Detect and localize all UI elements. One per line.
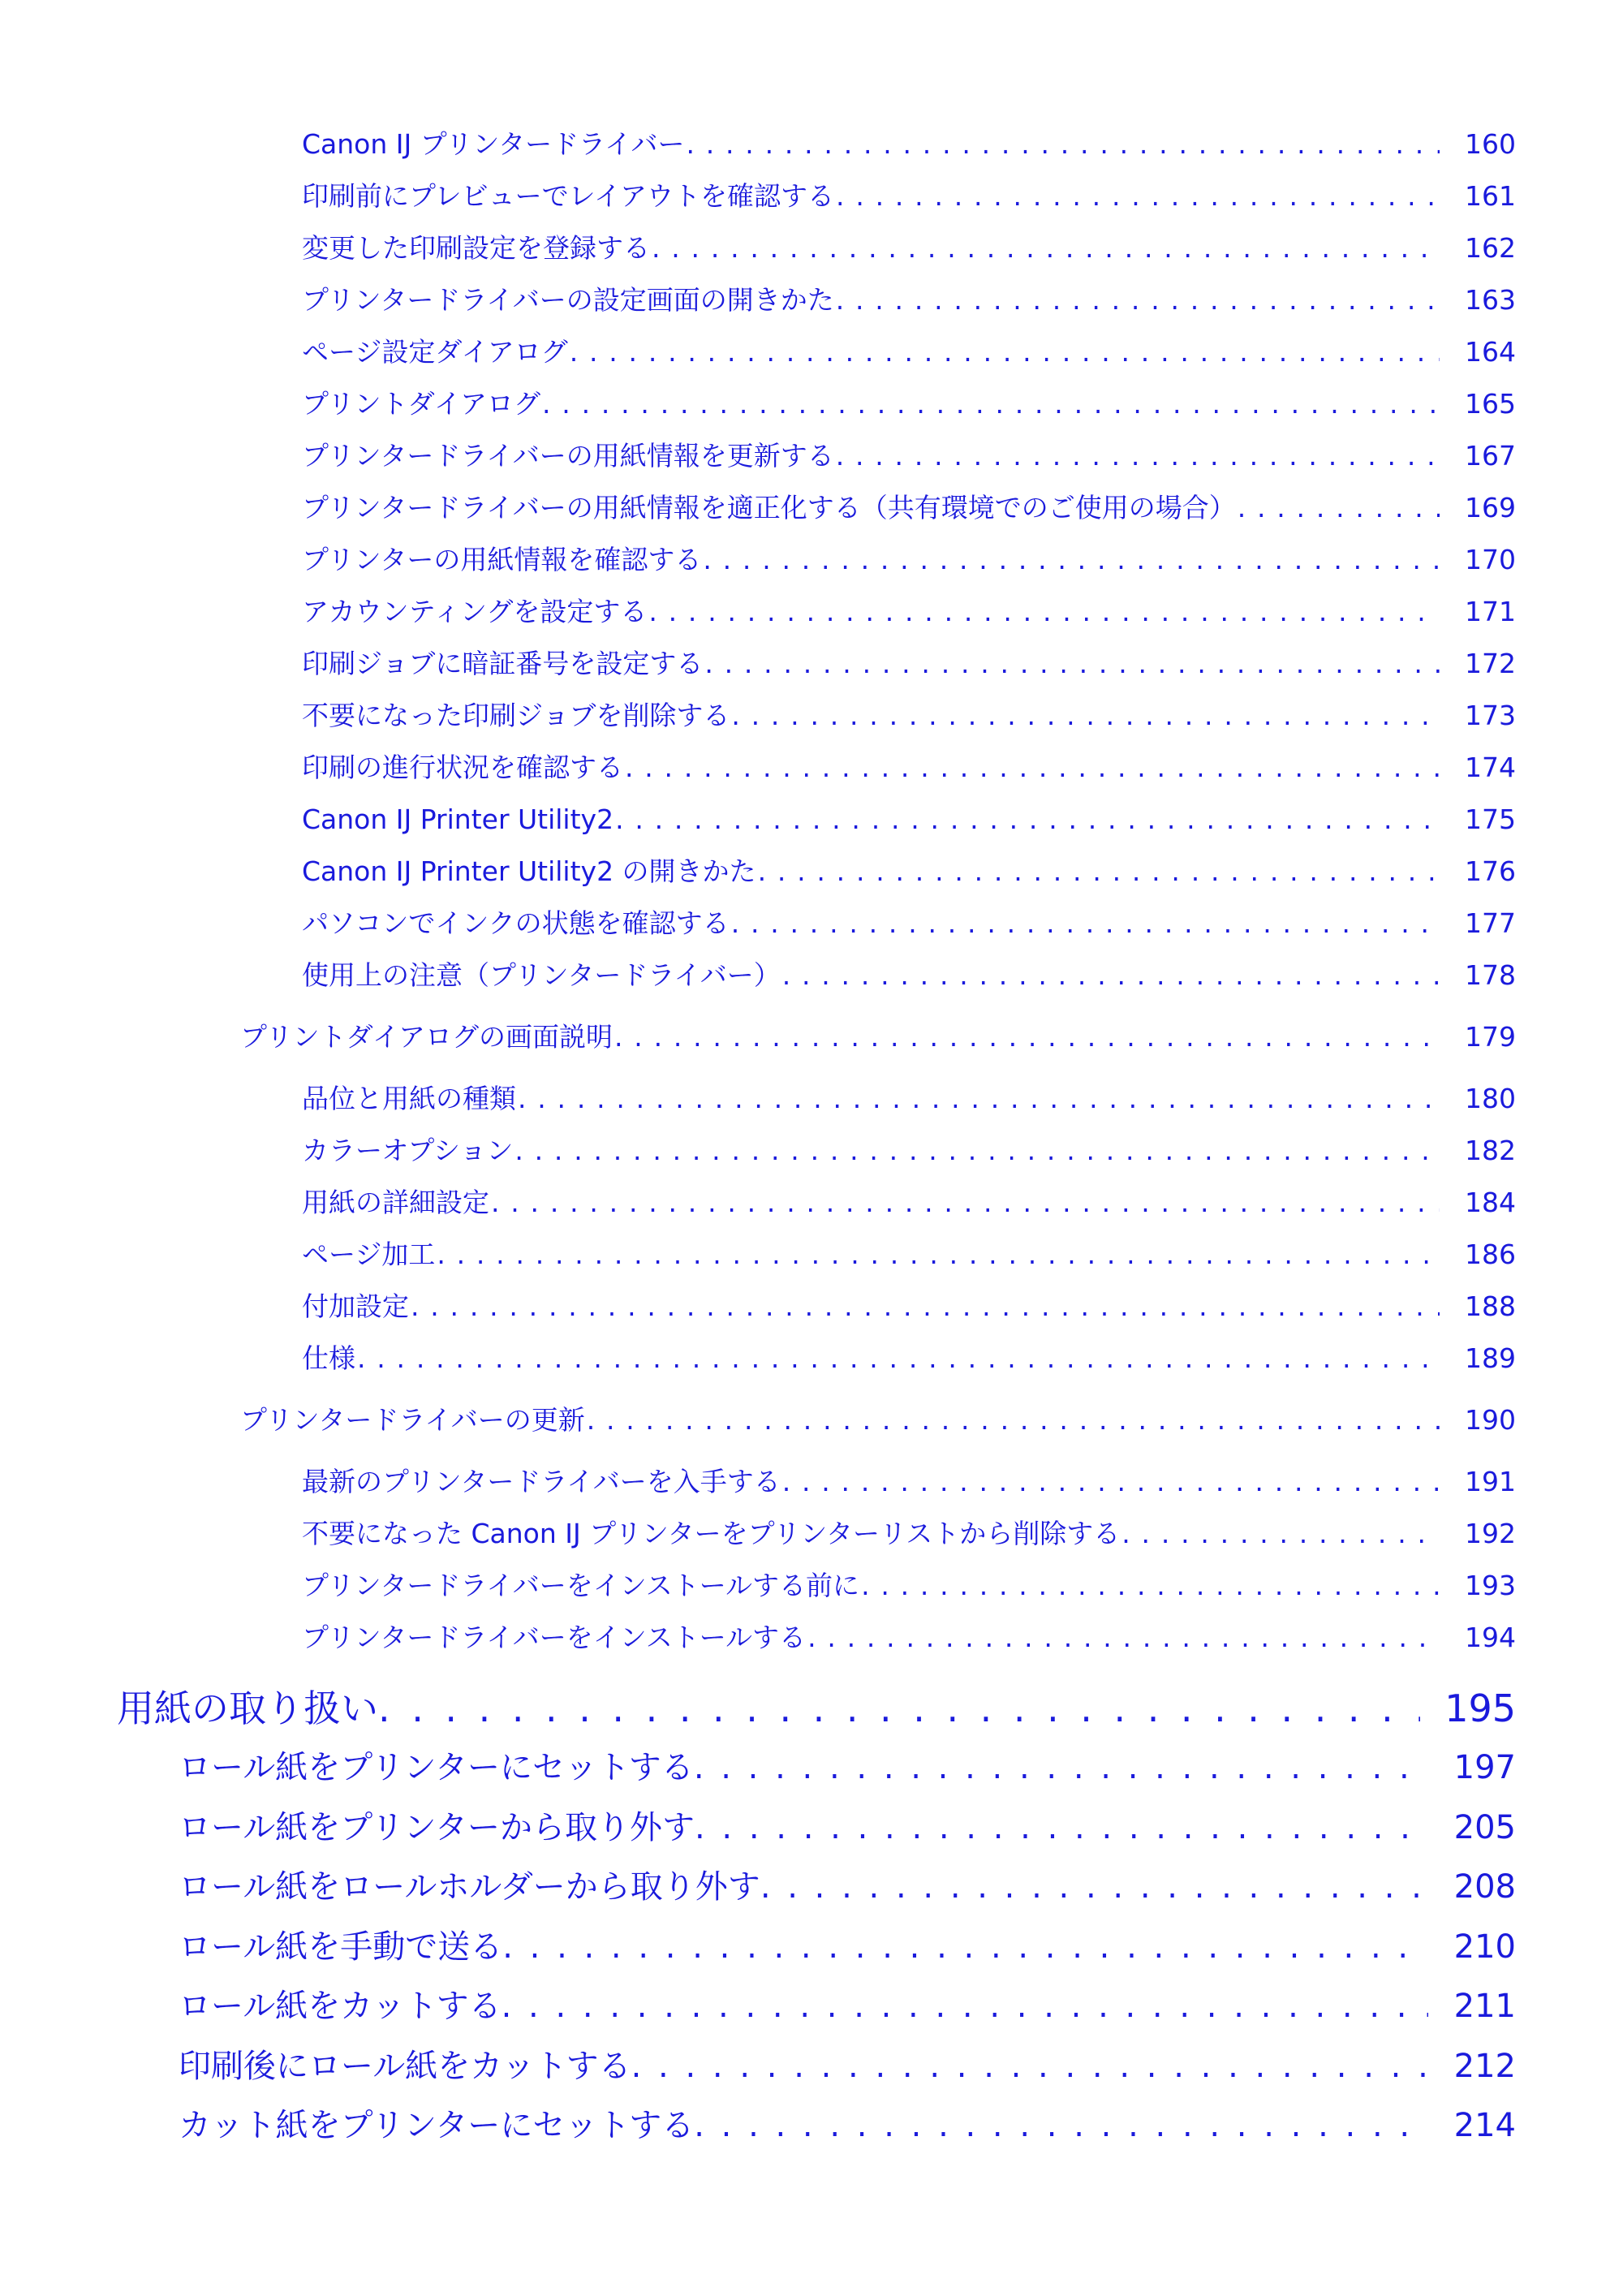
toc-entry-label: Canon IJ プリンタードライバー [302,128,685,160]
toc-entry[interactable] [302,1177,1516,1229]
toc-page-number: 165 [1465,388,1516,420]
dot-leader [758,846,1440,898]
toc-entry-label: プリントダイアログの画面説明 [240,1021,613,1053]
toc-entry[interactable] [302,378,1516,430]
dot-leader [836,170,1440,222]
toc-page-number: 190 [1465,1404,1516,1436]
toc-entry-label: 印刷ジョブに暗証番号を設定する [302,648,704,679]
dot-leader [836,430,1440,482]
toc-entry-label: ロール紙をプリンターから取り外す [179,1808,695,1846]
toc-entry[interactable] [302,846,1516,898]
toc-entry-label: プリンタードライバーをインストールする [302,1622,807,1653]
toc-page-number: 197 [1453,1749,1516,1786]
toc-entry-label: ページ加工 [302,1238,436,1270]
toc-page-number: 169 [1465,492,1516,523]
toc-entry-label: 使用上の注意（プリンタードライバー） [302,959,781,991]
dot-leader [695,1798,1428,1859]
dot-leader [648,586,1440,638]
toc-entry[interactable] [179,1798,1516,1859]
dot-leader [614,1011,1440,1063]
toc-page-number: 171 [1465,596,1516,627]
dot-leader [357,1333,1440,1385]
dot-leader [1121,1508,1440,1560]
toc-page-number: 172 [1465,648,1516,679]
toc-entry[interactable] [302,742,1516,794]
toc-entry-label: 不要になった Canon IJ プリンターをプリンターリストから削除する [302,1518,1121,1549]
toc-entry-label: Canon IJ Printer Utility2 [302,803,614,835]
dot-leader [731,898,1440,950]
dot-leader [502,1977,1428,2037]
toc-page-number: 182 [1465,1135,1516,1166]
toc-page-number: 173 [1465,700,1516,731]
toc-entry-label: プリンタードライバーの更新 [240,1404,585,1436]
toc-entry-label: 品位と用紙の種類 [302,1083,516,1114]
toc-entry[interactable] [302,534,1516,586]
toc-entry[interactable] [302,898,1516,950]
toc-entry-label: プリントダイアログ [302,388,541,420]
toc-entry-label: プリンタードライバーの用紙情報を適正化する（共有環境でのご使用の場合） [302,492,1236,523]
toc-entry[interactable] [302,222,1516,274]
dot-leader [542,378,1440,430]
dot-leader [703,534,1440,586]
toc-page-number: 211 [1453,1988,1516,2025]
toc-page-number: 191 [1465,1466,1516,1497]
dot-leader [782,1456,1440,1508]
toc-page-number: 167 [1465,440,1516,472]
toc-entry-label: カラーオプション [302,1135,514,1166]
toc-entry[interactable] [302,1560,1516,1612]
toc-page-number: 212 [1453,2047,1516,2085]
dot-leader [587,1394,1440,1446]
dot-leader [411,1281,1440,1333]
toc-entry-label: プリンタードライバーをインストールする前に [302,1570,860,1601]
toc-entry-label: アカウンティングを設定する [302,596,648,627]
toc-entry-label: 用紙の詳細設定 [302,1187,489,1218]
dot-leader [760,1858,1428,1918]
dot-leader [491,1177,1440,1229]
toc-entry[interactable] [179,1918,1516,1978]
dot-leader [631,2037,1428,2097]
toc-page-number: 162 [1465,232,1516,264]
toc-section-heading[interactable] [240,1011,1516,1063]
toc-page-number: 177 [1465,907,1516,939]
table-of-contents [0,118,1623,2156]
toc-page-number: 164 [1465,336,1516,368]
toc-entry[interactable] [302,1333,1516,1385]
toc-entry-label: 変更した印刷設定を登録する [302,232,650,264]
toc-page-number: 193 [1465,1570,1516,1601]
dot-leader [615,794,1440,846]
toc-entry[interactable] [179,1738,1516,1798]
toc-page-number: 161 [1465,180,1516,212]
toc-entry[interactable] [302,1229,1516,1281]
toc-entry[interactable] [302,1612,1516,1664]
toc-page-number: 194 [1465,1622,1516,1653]
dot-leader [652,222,1440,274]
toc-page-number: 160 [1465,128,1516,160]
toc-page-number: 192 [1465,1518,1516,1549]
dot-leader [861,1560,1440,1612]
toc-page-number: 175 [1465,803,1516,835]
toc-entry[interactable] [302,690,1516,742]
dot-leader [694,1738,1428,1798]
toc-entry[interactable] [302,482,1516,534]
toc-page-number: 170 [1465,544,1516,575]
toc-page-number: 205 [1453,1808,1516,1846]
toc-page-number: 210 [1453,1928,1516,1966]
toc-entry-label: ページ設定ダイアログ [302,336,568,368]
dot-leader [694,2096,1428,2156]
toc-page-number: 208 [1453,1868,1516,1906]
toc-entry[interactable] [179,2096,1516,2156]
dot-leader [514,1125,1440,1177]
toc-entry[interactable] [302,274,1516,326]
toc-entry-label: ロール紙を手動で送る [179,1928,503,1966]
toc-entry-label: 付加設定 [302,1290,409,1322]
dot-leader [502,1918,1428,1978]
toc-entry-label: 仕様 [302,1342,355,1374]
toc-page-number: 163 [1465,284,1516,316]
dot-leader [782,950,1440,1002]
toc-page-number: 214 [1453,2107,1516,2144]
dot-leader [807,1612,1440,1664]
toc-page-number: 180 [1465,1083,1516,1114]
toc-entry-label: プリンタードライバーの設定画面の開きかた [302,284,834,316]
toc-entry-label: 不要になった印刷ジョブを削除する [302,700,730,731]
toc-entry-label: 印刷後にロール紙をカットする [179,2047,631,2085]
toc-entry-label: 印刷の進行状況を確認する [302,752,623,783]
toc-entry[interactable] [179,1977,1516,2037]
toc-entry[interactable] [302,118,1516,170]
toc-entry[interactable] [302,1073,1516,1125]
toc-entry-label: プリンターの用紙情報を確認する [302,544,702,575]
toc-entry[interactable] [302,326,1516,378]
dot-leader [518,1073,1440,1125]
toc-entry[interactable] [179,2037,1516,2097]
toc-entry[interactable] [302,430,1516,482]
toc-entry-label: Canon IJ Printer Utility2 の開きかた [302,855,756,887]
dot-leader [686,118,1440,170]
dot-leader [570,326,1440,378]
toc-entry-label: ロール紙をプリンターにセットする [179,1749,694,1786]
dot-leader [625,742,1440,794]
toc-entry[interactable] [302,586,1516,638]
toc-entry-label: プリンタードライバーの用紙情報を更新する [302,440,834,472]
toc-entry[interactable] [302,170,1516,222]
toc-entry-label: ロール紙をカットする [179,1988,502,2025]
toc-entry[interactable] [179,1858,1516,1918]
dot-leader [1238,482,1440,534]
dot-leader [836,274,1440,326]
toc-entry[interactable] [302,638,1516,690]
toc-entry[interactable] [302,1508,1516,1560]
toc-page-number: 179 [1465,1021,1516,1053]
toc-page-number: 186 [1465,1238,1516,1270]
toc-entry-label: カット紙をプリンターにセットする [179,2107,695,2144]
toc-entry-label: 印刷前にプレビューでレイアウトを確認する [302,180,835,212]
toc-entry[interactable] [302,794,1516,846]
toc-entry[interactable] [302,1281,1516,1333]
toc-entry-label: 最新のプリンタードライバーを入手する [302,1466,781,1497]
toc-entry[interactable] [302,950,1516,1002]
dot-leader [704,638,1440,690]
toc-page-number: 184 [1465,1187,1516,1218]
toc-page-number: 174 [1465,752,1516,783]
toc-page-number: 189 [1465,1342,1516,1374]
toc-entry-label: ロール紙をロールホルダーから取り外す [179,1868,760,1906]
toc-page-number: 188 [1465,1290,1516,1322]
toc-section-heading[interactable] [240,1394,1516,1446]
toc-page-number: 176 [1465,855,1516,887]
toc-entry-label: パソコンでインクの状態を確認する [302,907,730,939]
toc-entry[interactable] [302,1456,1516,1508]
toc-page-number: 178 [1465,959,1516,991]
dot-leader [378,1678,1420,1738]
toc-page-number: 195 [1444,1686,1516,1730]
toc-chapter-heading[interactable] [117,1678,1516,1738]
dot-leader [731,690,1440,742]
toc-entry-label: 用紙の取り扱い [117,1686,378,1730]
toc-entry[interactable] [302,1125,1516,1177]
dot-leader [437,1229,1440,1281]
